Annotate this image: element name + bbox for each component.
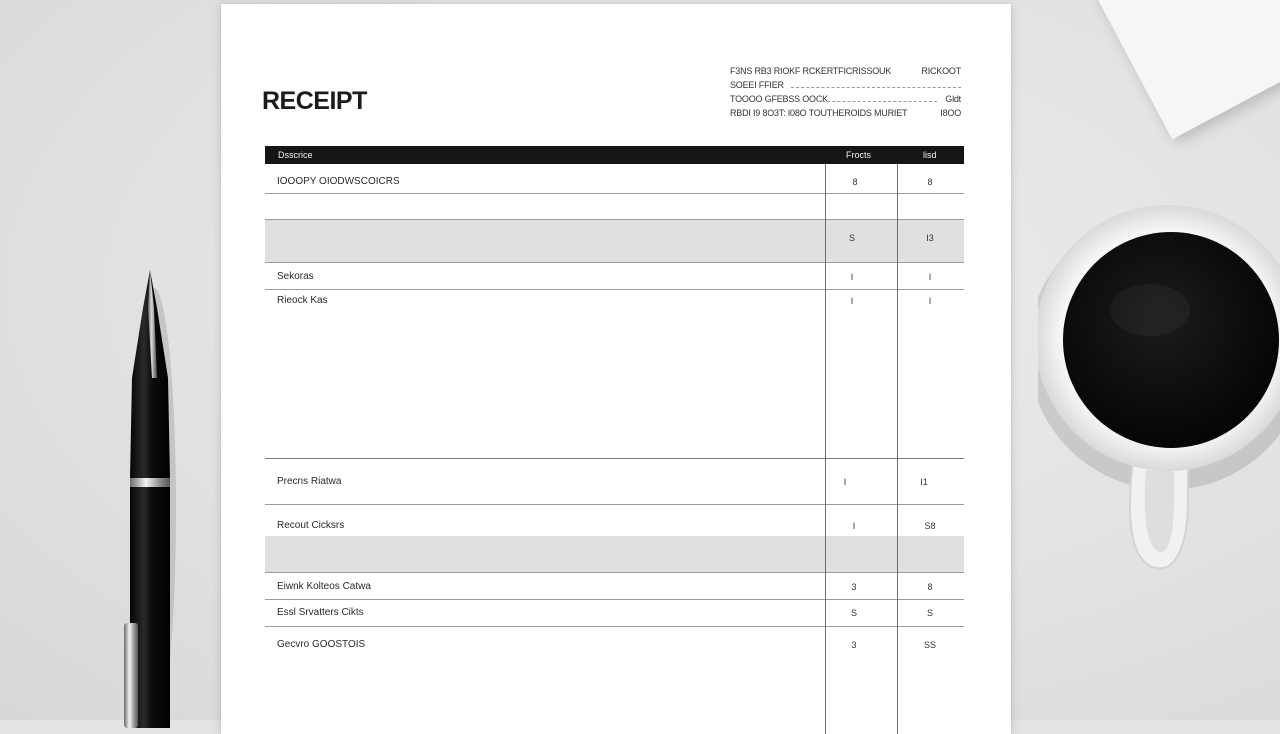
row-value: 8	[927, 582, 933, 592]
row-value: 3	[851, 640, 857, 650]
row-value: 3	[851, 582, 857, 592]
meta-value-3: Gldt	[945, 94, 961, 104]
row-label: Essl Srvatters Cikts	[277, 607, 364, 618]
row-value: 8	[852, 177, 858, 187]
meta-line-2: SOEEI FFIER	[730, 80, 784, 90]
header-col2: Frocts	[846, 150, 872, 160]
row-label: Sekoras	[277, 271, 314, 282]
receipt-meta-right	[918, 64, 961, 120]
header-col3: lisd	[923, 150, 937, 160]
table-rule	[265, 458, 964, 459]
row-value: I3	[926, 233, 934, 243]
row-value: 8	[927, 177, 933, 187]
table-rule	[265, 599, 964, 600]
table-rule	[265, 504, 964, 505]
row-value: I	[852, 521, 856, 531]
table-rule	[265, 193, 964, 194]
meta-line-1: F3NS RB3 RIOKF RCKERTFICRISSOUK	[730, 66, 892, 76]
row-label: IOOOPY OIODWSCOICRS	[277, 176, 400, 187]
row-value: S8	[924, 521, 936, 531]
meta-value-4: I8OO	[940, 108, 961, 118]
header-description: Dsscrice	[278, 150, 313, 160]
row-value: I	[928, 296, 932, 306]
pen-icon	[124, 268, 176, 728]
row-value: S	[926, 608, 933, 618]
row-value: I	[928, 272, 932, 282]
column-divider	[897, 164, 898, 734]
table-rule	[265, 626, 964, 627]
table-rule	[265, 289, 964, 290]
row-label: Recout Cicksrs	[277, 520, 345, 531]
row-label: Eiwnk Kolteos Catwa	[277, 581, 371, 592]
row-value: SS	[923, 640, 936, 650]
receipt-paper	[221, 4, 1011, 734]
meta-value-2	[918, 78, 961, 92]
meta-value-1: RICKOOT	[921, 66, 961, 76]
table-rule	[265, 219, 964, 220]
row-label: Rieock Kas	[277, 295, 328, 306]
table-band	[265, 536, 964, 572]
receipt-title: RECEIPT	[262, 87, 367, 115]
receipt-meta-left	[730, 64, 907, 120]
meta-line-3: TOOOO GFEBSS OOCK	[730, 94, 828, 104]
meta-line-4: RBDI I9 8O3T: I08O TOUTHEROIDS MURIET	[730, 108, 908, 118]
column-divider	[825, 164, 826, 734]
row-value: S	[848, 233, 855, 243]
row-value: I	[843, 477, 847, 487]
row-label: Precns Riatwa	[277, 476, 342, 487]
table-rule	[265, 262, 964, 263]
row-value: S	[850, 608, 857, 618]
table-rule	[265, 572, 964, 573]
meta-divider	[791, 87, 961, 88]
row-value: I	[850, 272, 854, 282]
row-value: I1	[920, 477, 928, 487]
row-value: I	[850, 296, 854, 306]
coffee-mug-icon	[1038, 200, 1280, 600]
table-header	[265, 146, 964, 164]
row-label: Gecvro GOOSTOIS	[277, 639, 366, 650]
meta-divider	[817, 101, 937, 102]
